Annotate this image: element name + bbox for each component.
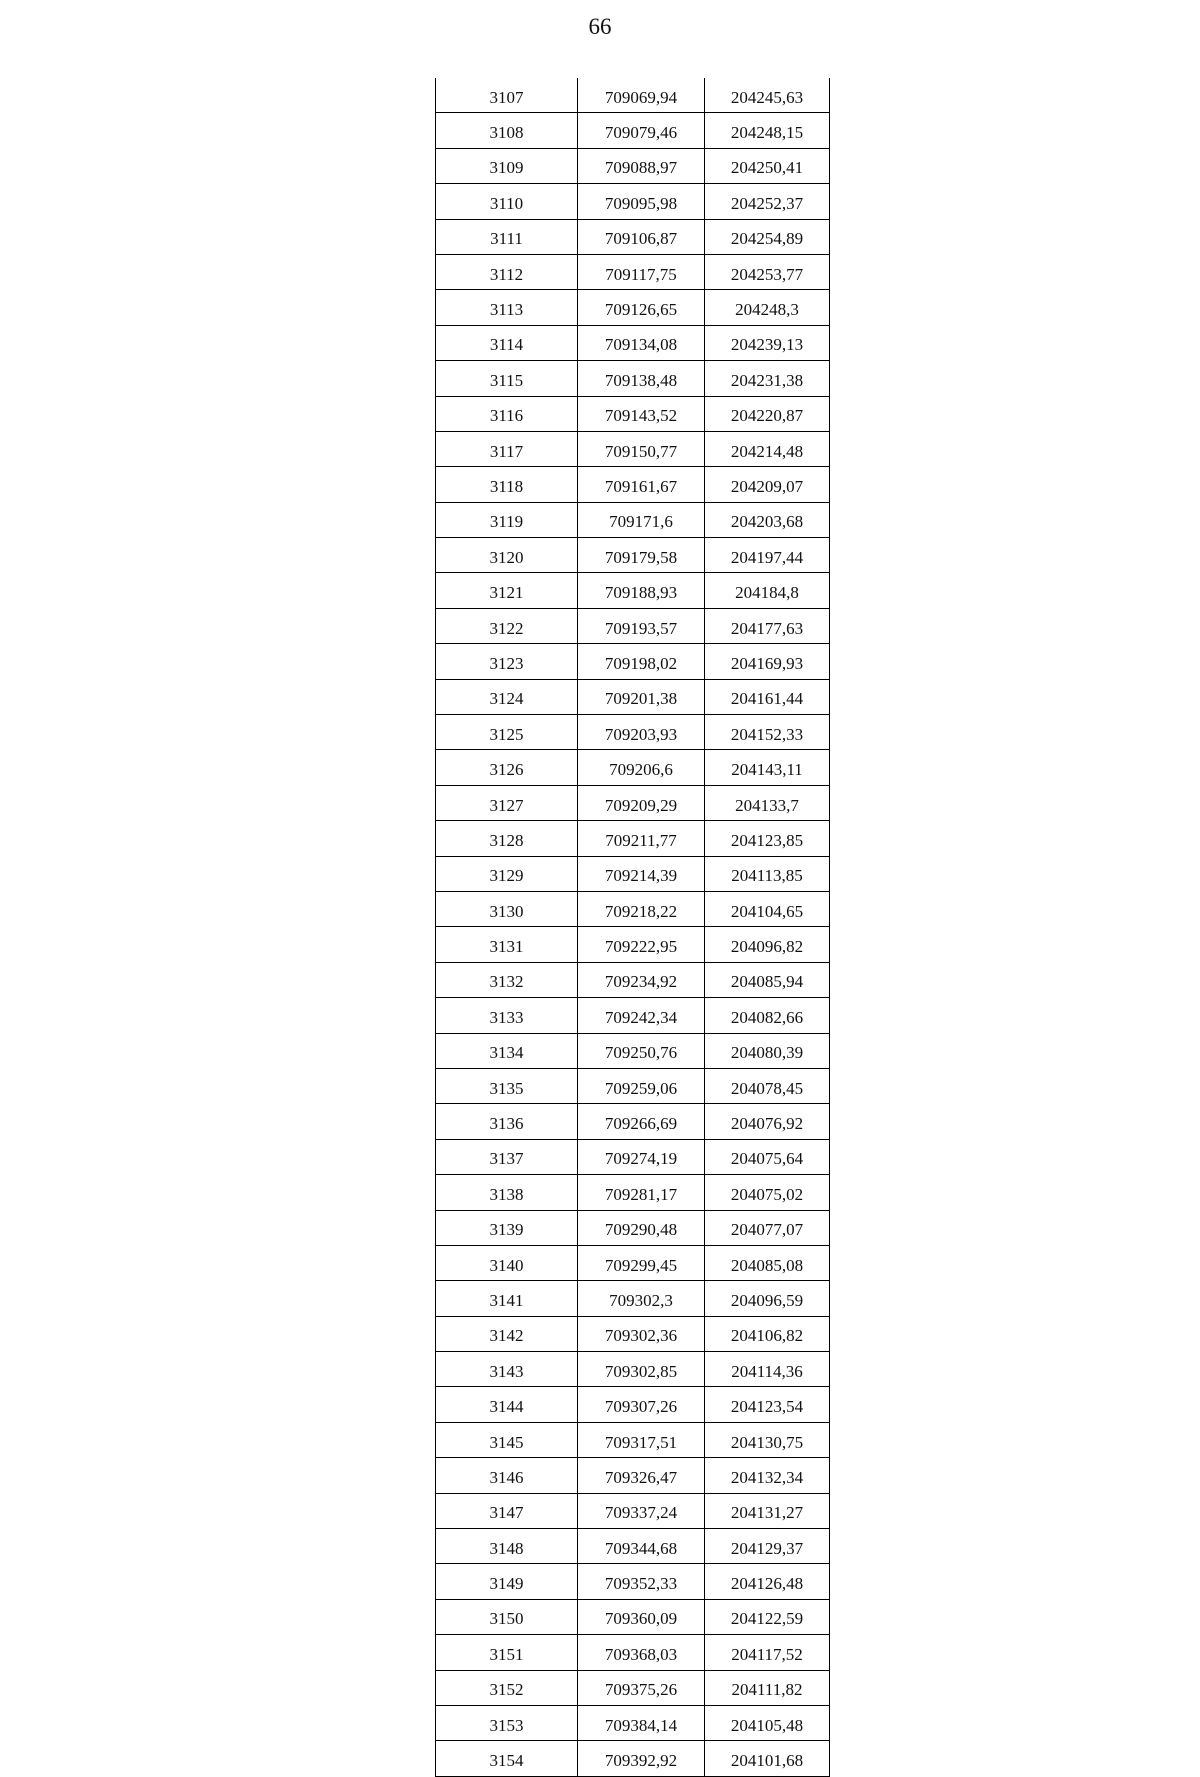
- x-coordinate-cell: 709179,58: [578, 538, 705, 573]
- x-coordinate-cell: 709161,67: [578, 467, 705, 502]
- point-number-cell: 3146: [436, 1458, 578, 1493]
- table-row: [436, 184, 830, 219]
- x-coordinate-cell: 709250,76: [578, 1033, 705, 1068]
- x-coordinate-cell: 709360,09: [578, 1599, 705, 1634]
- y-coordinate-cell: 204133,7: [705, 785, 830, 820]
- point-number-cell: 3117: [436, 431, 578, 466]
- point-number-cell: 3135: [436, 1068, 578, 1103]
- x-coordinate-cell: 709344,68: [578, 1529, 705, 1564]
- table-row: [436, 1422, 830, 1457]
- x-coordinate-cell: 709143,52: [578, 396, 705, 431]
- table-row: [436, 608, 830, 643]
- table-row: [436, 785, 830, 820]
- table-row: [436, 750, 830, 785]
- x-coordinate-cell: 709384,14: [578, 1705, 705, 1740]
- x-coordinate-cell: 709193,57: [578, 608, 705, 643]
- x-coordinate-cell: 709302,3: [578, 1281, 705, 1316]
- y-coordinate-cell: 204096,59: [705, 1281, 830, 1316]
- point-number-cell: 3152: [436, 1670, 578, 1705]
- x-coordinate-cell: 709302,85: [578, 1352, 705, 1387]
- table-row: [436, 998, 830, 1033]
- x-coordinate-cell: 709307,26: [578, 1387, 705, 1422]
- y-coordinate-cell: 204122,59: [705, 1599, 830, 1634]
- table-row: [436, 856, 830, 891]
- x-coordinate-cell: 709079,46: [578, 113, 705, 148]
- y-coordinate-cell: 204076,92: [705, 1104, 830, 1139]
- table-row: [436, 78, 830, 113]
- table-row: [436, 1068, 830, 1103]
- point-number-cell: 3121: [436, 573, 578, 608]
- point-number-cell: 3136: [436, 1104, 578, 1139]
- table-row: [436, 1139, 830, 1174]
- y-coordinate-cell: 204132,34: [705, 1458, 830, 1493]
- point-number-cell: 3118: [436, 467, 578, 502]
- x-coordinate-cell: 709117,75: [578, 254, 705, 289]
- y-coordinate-cell: 204123,85: [705, 821, 830, 856]
- coordinates-table-body: [436, 78, 830, 1776]
- x-coordinate-cell: 709274,19: [578, 1139, 705, 1174]
- point-number-cell: 3131: [436, 927, 578, 962]
- point-number-cell: 3114: [436, 325, 578, 360]
- y-coordinate-cell: 204085,94: [705, 962, 830, 997]
- y-coordinate-cell: 204126,48: [705, 1564, 830, 1599]
- y-coordinate-cell: 204252,37: [705, 184, 830, 219]
- y-coordinate-cell: 204250,41: [705, 148, 830, 183]
- y-coordinate-cell: 204113,85: [705, 856, 830, 891]
- point-number-cell: 3151: [436, 1635, 578, 1670]
- y-coordinate-cell: 204078,45: [705, 1068, 830, 1103]
- x-coordinate-cell: 709171,6: [578, 502, 705, 537]
- y-coordinate-cell: 204104,65: [705, 891, 830, 926]
- y-coordinate-cell: 204248,3: [705, 290, 830, 325]
- table-row: [436, 1245, 830, 1280]
- table-row: [436, 396, 830, 431]
- table-row: [436, 821, 830, 856]
- y-coordinate-cell: 204253,77: [705, 254, 830, 289]
- x-coordinate-cell: 709106,87: [578, 219, 705, 254]
- y-coordinate-cell: 204096,82: [705, 927, 830, 962]
- point-number-cell: 3107: [436, 78, 578, 113]
- x-coordinate-cell: 709368,03: [578, 1635, 705, 1670]
- point-number-cell: 3149: [436, 1564, 578, 1599]
- y-coordinate-cell: 204248,15: [705, 113, 830, 148]
- table-row: [436, 1493, 830, 1528]
- point-number-cell: 3134: [436, 1033, 578, 1068]
- x-coordinate-cell: 709337,24: [578, 1493, 705, 1528]
- y-coordinate-cell: 204111,82: [705, 1670, 830, 1705]
- x-coordinate-cell: 709218,22: [578, 891, 705, 926]
- table-row: [436, 927, 830, 962]
- table-row: [436, 1635, 830, 1670]
- y-coordinate-cell: 204220,87: [705, 396, 830, 431]
- y-coordinate-cell: 204082,66: [705, 998, 830, 1033]
- table-row: [436, 1210, 830, 1245]
- point-number-cell: 3116: [436, 396, 578, 431]
- point-number-cell: 3111: [436, 219, 578, 254]
- table-row: [436, 502, 830, 537]
- y-coordinate-cell: 204184,8: [705, 573, 830, 608]
- x-coordinate-cell: 709242,34: [578, 998, 705, 1033]
- y-coordinate-cell: 204152,33: [705, 715, 830, 750]
- point-number-cell: 3150: [436, 1599, 578, 1634]
- y-coordinate-cell: 204143,11: [705, 750, 830, 785]
- x-coordinate-cell: 709317,51: [578, 1422, 705, 1457]
- table-row: [436, 1175, 830, 1210]
- x-coordinate-cell: 709266,69: [578, 1104, 705, 1139]
- y-coordinate-cell: 204117,52: [705, 1635, 830, 1670]
- point-number-cell: 3126: [436, 750, 578, 785]
- table-row: [436, 1705, 830, 1740]
- point-number-cell: 3109: [436, 148, 578, 183]
- point-number-cell: 3129: [436, 856, 578, 891]
- point-number-cell: 3132: [436, 962, 578, 997]
- point-number-cell: 3137: [436, 1139, 578, 1174]
- x-coordinate-cell: 709138,48: [578, 361, 705, 396]
- y-coordinate-cell: 204161,44: [705, 679, 830, 714]
- point-number-cell: 3125: [436, 715, 578, 750]
- y-coordinate-cell: 204177,63: [705, 608, 830, 643]
- x-coordinate-cell: 709326,47: [578, 1458, 705, 1493]
- y-coordinate-cell: 204209,07: [705, 467, 830, 502]
- point-number-cell: 3124: [436, 679, 578, 714]
- y-coordinate-cell: 204197,44: [705, 538, 830, 573]
- y-coordinate-cell: 204101,68: [705, 1741, 830, 1776]
- y-coordinate-cell: 204106,82: [705, 1316, 830, 1351]
- table-row: [436, 644, 830, 679]
- table-row: [436, 1670, 830, 1705]
- table-row: [436, 1352, 830, 1387]
- y-coordinate-cell: 204075,02: [705, 1175, 830, 1210]
- table-row: [436, 254, 830, 289]
- point-number-cell: 3154: [436, 1741, 578, 1776]
- y-coordinate-cell: 204129,37: [705, 1529, 830, 1564]
- point-number-cell: 3145: [436, 1422, 578, 1457]
- point-number-cell: 3113: [436, 290, 578, 325]
- table-row: [436, 1387, 830, 1422]
- x-coordinate-cell: 709352,33: [578, 1564, 705, 1599]
- table-row: [436, 219, 830, 254]
- table-row: [436, 1458, 830, 1493]
- y-coordinate-cell: 204231,38: [705, 361, 830, 396]
- y-coordinate-cell: 204085,08: [705, 1245, 830, 1280]
- table-row: [436, 891, 830, 926]
- table-row: [436, 1033, 830, 1068]
- table-row: [436, 715, 830, 750]
- x-coordinate-cell: 709392,92: [578, 1741, 705, 1776]
- x-coordinate-cell: 709206,6: [578, 750, 705, 785]
- y-coordinate-cell: 204254,89: [705, 219, 830, 254]
- y-coordinate-cell: 204214,48: [705, 431, 830, 466]
- x-coordinate-cell: 709198,02: [578, 644, 705, 679]
- y-coordinate-cell: 204123,54: [705, 1387, 830, 1422]
- x-coordinate-cell: 709375,26: [578, 1670, 705, 1705]
- table-row: [436, 962, 830, 997]
- point-number-cell: 3123: [436, 644, 578, 679]
- y-coordinate-cell: 204131,27: [705, 1493, 830, 1528]
- point-number-cell: 3120: [436, 538, 578, 573]
- y-coordinate-cell: 204130,75: [705, 1422, 830, 1457]
- table-row: [436, 1529, 830, 1564]
- x-coordinate-cell: 709150,77: [578, 431, 705, 466]
- x-coordinate-cell: 709302,36: [578, 1316, 705, 1351]
- y-coordinate-cell: 204169,93: [705, 644, 830, 679]
- x-coordinate-cell: 709201,38: [578, 679, 705, 714]
- table-row: [436, 431, 830, 466]
- table-row: [436, 361, 830, 396]
- x-coordinate-cell: 709214,39: [578, 856, 705, 891]
- x-coordinate-cell: 709281,17: [578, 1175, 705, 1210]
- x-coordinate-cell: 709069,94: [578, 78, 705, 113]
- point-number-cell: 3115: [436, 361, 578, 396]
- point-number-cell: 3122: [436, 608, 578, 643]
- coordinates-table: [435, 78, 830, 1777]
- point-number-cell: 3144: [436, 1387, 578, 1422]
- point-number-cell: 3127: [436, 785, 578, 820]
- point-number-cell: 3143: [436, 1352, 578, 1387]
- x-coordinate-cell: 709222,95: [578, 927, 705, 962]
- point-number-cell: 3108: [436, 113, 578, 148]
- y-coordinate-cell: 204077,07: [705, 1210, 830, 1245]
- page-number: 66: [588, 14, 612, 39]
- x-coordinate-cell: 709234,92: [578, 962, 705, 997]
- table-row: [436, 1564, 830, 1599]
- table-row: [436, 1281, 830, 1316]
- x-coordinate-cell: 709126,65: [578, 290, 705, 325]
- x-coordinate-cell: 709209,29: [578, 785, 705, 820]
- y-coordinate-cell: 204114,36: [705, 1352, 830, 1387]
- table-row: [436, 290, 830, 325]
- y-coordinate-cell: 204245,63: [705, 78, 830, 113]
- table-row: [436, 467, 830, 502]
- x-coordinate-cell: 709290,48: [578, 1210, 705, 1245]
- table-row: [436, 113, 830, 148]
- point-number-cell: 3142: [436, 1316, 578, 1351]
- table-row: [436, 1741, 830, 1776]
- y-coordinate-cell: 204239,13: [705, 325, 830, 360]
- y-coordinate-cell: 204080,39: [705, 1033, 830, 1068]
- table-row: [436, 1316, 830, 1351]
- point-number-cell: 3133: [436, 998, 578, 1033]
- point-number-cell: 3138: [436, 1175, 578, 1210]
- table-row: [436, 325, 830, 360]
- table-row: [436, 1104, 830, 1139]
- x-coordinate-cell: 709299,45: [578, 1245, 705, 1280]
- point-number-cell: 3140: [436, 1245, 578, 1280]
- point-number-cell: 3141: [436, 1281, 578, 1316]
- point-number-cell: 3139: [436, 1210, 578, 1245]
- point-number-cell: 3112: [436, 254, 578, 289]
- point-number-cell: 3130: [436, 891, 578, 926]
- x-coordinate-cell: 709188,93: [578, 573, 705, 608]
- table-row: [436, 573, 830, 608]
- x-coordinate-cell: 709259,06: [578, 1068, 705, 1103]
- table-row: [436, 1599, 830, 1634]
- x-coordinate-cell: 709134,08: [578, 325, 705, 360]
- x-coordinate-cell: 709095,98: [578, 184, 705, 219]
- point-number-cell: 3147: [436, 1493, 578, 1528]
- x-coordinate-cell: 709211,77: [578, 821, 705, 856]
- x-coordinate-cell: 709203,93: [578, 715, 705, 750]
- x-coordinate-cell: 709088,97: [578, 148, 705, 183]
- y-coordinate-cell: 204105,48: [705, 1705, 830, 1740]
- point-number-cell: 3148: [436, 1529, 578, 1564]
- table-row: [436, 679, 830, 714]
- y-coordinate-cell: 204075,64: [705, 1139, 830, 1174]
- point-number-cell: 3119: [436, 502, 578, 537]
- y-coordinate-cell: 204203,68: [705, 502, 830, 537]
- point-number-cell: 3153: [436, 1705, 578, 1740]
- table-row: [436, 148, 830, 183]
- point-number-cell: 3128: [436, 821, 578, 856]
- point-number-cell: 3110: [436, 184, 578, 219]
- table-row: [436, 538, 830, 573]
